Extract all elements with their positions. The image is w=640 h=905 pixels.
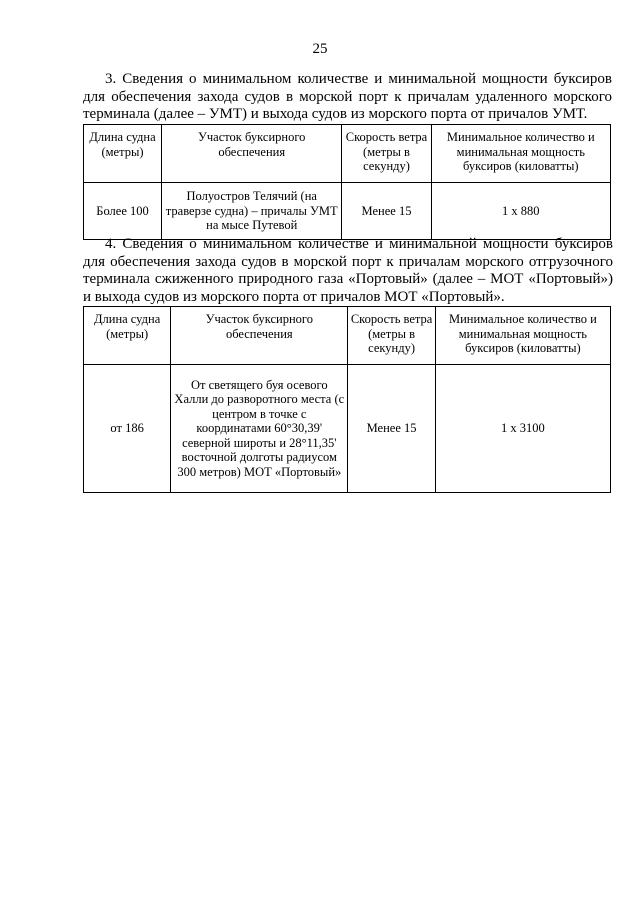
cell-wind-speed: Менее 15 (348, 365, 435, 493)
cell-tug-area: От светящего буя осевого Халли до разворотного места (с центром в точке с координатами 60°30,39' северной широты и 28°11,35' восточной долготы радиусом 300 метров) МОТ «Портовый» (171, 365, 348, 493)
cell-tug-min: 1 x 3100 (435, 365, 610, 493)
header-wind-speed: Скорость ветра (метры в секунду) (348, 307, 435, 365)
page-number: 25 (312, 41, 328, 57)
header-tug-area: Участок буксирного обеспечения (171, 307, 348, 365)
cell-ship-length: Более 100 (84, 183, 162, 240)
section-4-table (83, 306, 611, 493)
table-header-row (84, 307, 611, 365)
header-wind-speed: Скорость ветра (метры в секунду) (342, 125, 431, 183)
header-tug-min: Минимальное количество и минимальная мощность буксиров (киловатты) (431, 125, 610, 183)
section-4-title: 4. Сведения о минимальном количестве и минимальной мощности буксиров для обеспечения захода судов в морской порт к причалам морского отгрузочного терминала сжиженного природного газа «Портовый» (далее – МОТ «Портовый») и выхода судов из морского порта от причалов МОТ «Портовый». (83, 236, 613, 305)
cell-wind-speed: Менее 15 (342, 183, 431, 240)
header-ship-length: Длина судна (метры) (84, 125, 162, 183)
header-ship-length: Длина судна (метры) (84, 307, 171, 365)
header-tug-min: Минимальное количество и минимальная мощность буксиров (киловатты) (435, 307, 610, 365)
table-row (84, 365, 611, 493)
header-tug-area: Участок буксирного обеспечения (162, 125, 342, 183)
section-3-table (83, 124, 611, 240)
cell-tug-min: 1 x 880 (431, 183, 610, 240)
cell-ship-length: от 186 (84, 365, 171, 493)
table-header-row (84, 125, 611, 183)
section-3-title: 3. Сведения о минимальном количестве и минимальной мощности буксиров для обеспечения захода судов в морской порт к причалам удаленного морского терминала (далее – УМТ) и выхода судов из морского порта от причалов УМТ. (83, 71, 612, 122)
cell-tug-area: Полуостров Телячий (на траверзе судна) – причалы УМТ на мысе Путевой (162, 183, 342, 240)
table-row (84, 183, 611, 240)
